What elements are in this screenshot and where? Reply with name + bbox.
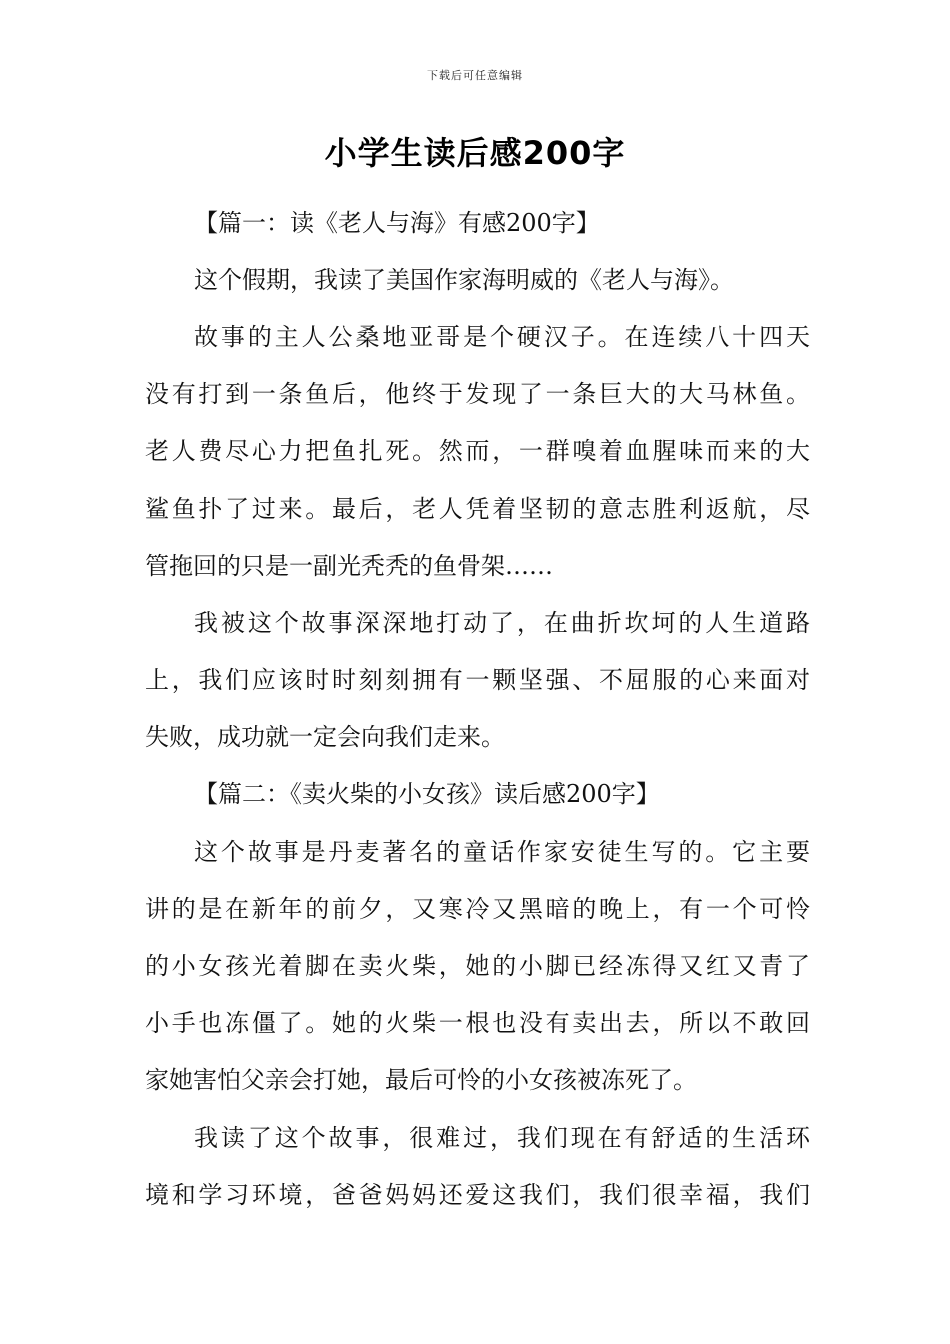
- paragraph-line: 上，我们应该时时刻刻拥有一颗坚强、不屈服的心来面对: [145, 666, 810, 694]
- paragraph-line: 管拖回的只是一副光秃秃的鱼骨架……: [145, 552, 553, 580]
- section-heading-2: 【篇二：《卖火柴的小女孩》读后感200字】: [194, 780, 660, 808]
- paragraph-line: 我读了这个故事，很难过，我们现在有舒适的生活环: [194, 1124, 810, 1152]
- paragraph-line: 失败，成功就一定会向我们走来。: [145, 723, 505, 751]
- paragraph-line: 境和学习环境，爸爸妈妈还爱这我们，我们很幸福，我们: [145, 1181, 810, 1209]
- paragraph-line: 的小女孩光着脚在卖火柴，她的小脚已经冻得又红又青了: [145, 952, 810, 980]
- paragraph-line: 故事的主人公桑地亚哥是个硬汉子。在连续八十四天: [194, 323, 810, 351]
- paragraph-line: 家她害怕父亲会打她，最后可怜的小女孩被冻死了。: [145, 1066, 697, 1094]
- paragraph-line: 讲的是在新年的前夕，又寒冷又黑暗的晚上，有一个可怜: [145, 895, 810, 923]
- paragraph-line: 没有打到一条鱼后，他终于发现了一条巨大的大马林鱼。: [145, 380, 810, 408]
- paragraph-line: 小手也冻僵了。她的火柴一根也没有卖出去，所以不敢回: [145, 1009, 810, 1037]
- section-heading-1: 【篇一：读《老人与海》有感200字】: [194, 209, 600, 237]
- page-title: 小学生读后感200字: [324, 134, 626, 172]
- paragraph-line: 我被这个故事深深地打动了，在曲折坎坷的人生道路: [194, 609, 810, 637]
- header-note: 下载后可任意编辑: [427, 69, 523, 82]
- paragraph-line: 这个假期，我读了美国作家海明威的《老人与海》。: [194, 266, 734, 294]
- paragraph-line: 这个故事是丹麦著名的童话作家安徒生写的。它主要: [194, 838, 810, 866]
- paragraph-line: 老人费尽心力把鱼扎死。然而，一群嗅着血腥味而来的大: [145, 437, 810, 465]
- paragraph-line: 鲨鱼扑了过来。最后，老人凭着坚韧的意志胜利返航，尽: [145, 495, 810, 523]
